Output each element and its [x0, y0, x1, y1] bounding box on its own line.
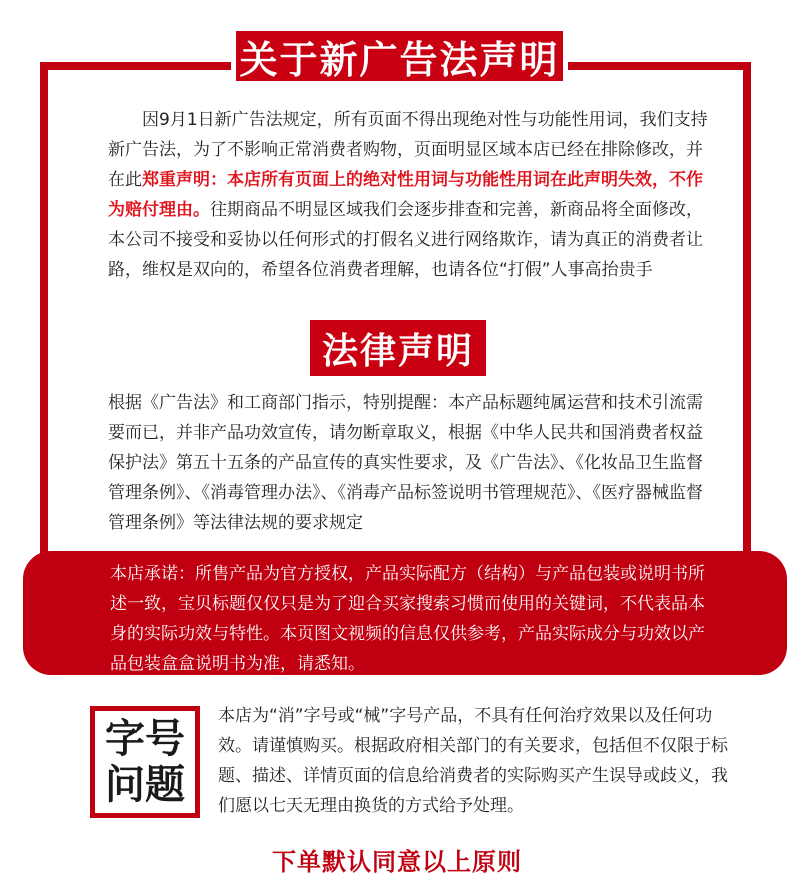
main-title: 关于新广告法声明 — [239, 37, 560, 82]
footer-notice: 下单默认同意以上原则 — [272, 848, 522, 876]
zihao-paragraph: 本店为“消”字号或“械”字号产品，不具有任何治疗效果以及任何功效。请谨慎购买。根据政府相关部门的有关要求，包括但不仅限于标题、描述、详情页面的信息给消费者的实际购买产生误导或歧义，我们愿以七天无理由换货的方式给予处理。 — [218, 706, 728, 816]
legal-paragraph: 根据《广告法》和工商部门指示，特别提醒：本产品标题纯属运营和技术引流需要而已，并非产品功效宣传，请勿断章取义，根据《中华人民共和国消费者权益保护法》第五十五条的产品宣传的真实性要求，及《广告法》、《化妆品卫生监督管理条例》、《消毒管理办法》、《消毒产品标签说明书管理规范》、《医疗器械监督管理条例》等法律法规的要求规定 — [108, 393, 703, 533]
main-title-box — [231, 26, 568, 86]
zihao-label-box — [90, 706, 200, 818]
notice-text: 因9月1日新广告法规定，所有页面不得出现绝对性与功能性用词，我们支持新广告法，为了不影响正常消费者购物，页面明显区域本店已经在排除修改，并在此 — [108, 110, 708, 190]
notice-text-after: 往期商品不明显区域我们会逐步排查和完善，新商品将全面修改，本公司不接受和妥协以任何形式的打假名义进行网络欺诈，请为真正的消费者让路，维权是双向的，希望各位消费者理解，也请各位“打假”人事高抬贵手 — [108, 200, 703, 280]
promise-text: 本店承诺：所售产品为官方授权，产品实际配方（结构）与产品包装或说明书所述一致，宝贝标题仅仅只是为了迎合买家搜索习惯而使用的关键词，不代表品本身的实际功效与特性。本页图文视频的信息仅供参考，产品实际成分与功效以产品包装盒盒说明书为准，请悉知。 — [110, 564, 705, 674]
notice-paragraph — [108, 105, 708, 285]
notice-highlight: 郑重声明：本店所有页面上的绝对性用词与功能性用词在此声明失效，不作为赔付理由。 — [108, 170, 703, 220]
legal-title-box — [310, 320, 486, 376]
zihao-label-line2: 问题 — [105, 762, 185, 808]
legal-title: 法律声明 — [321, 330, 474, 372]
zihao-label-line1: 字号 — [105, 716, 185, 762]
